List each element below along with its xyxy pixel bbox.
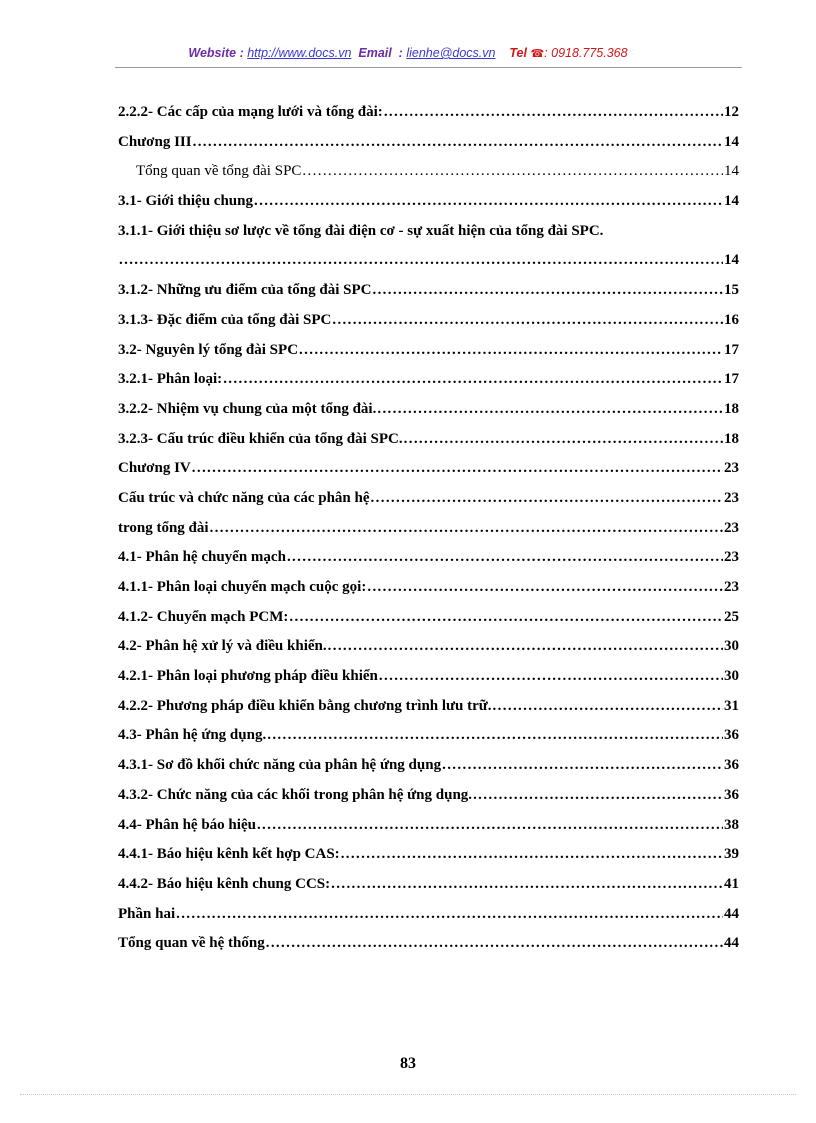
toc-entry-page: 14	[724, 193, 739, 210]
toc-entry-page: 23	[724, 549, 739, 566]
toc-entry-page: 44	[724, 905, 739, 922]
toc-entry-title: Cấu trúc và chức năng của các phân hệ	[118, 489, 370, 506]
toc-entry[interactable]	[118, 876, 739, 906]
toc-entry-title: Chương IV	[118, 460, 191, 477]
toc-entry-title: Chương III	[118, 133, 192, 150]
toc-entry-page: 31	[724, 697, 739, 714]
toc-entry-page: 14	[724, 163, 739, 180]
toc-entry-title: 3.2.2- Nhiệm vụ chung của một tổng đài.	[118, 400, 377, 417]
toc-entry-page: 23	[724, 460, 739, 477]
toc-entry[interactable]	[118, 163, 739, 193]
toc-entry-title: Phần hai	[118, 905, 176, 922]
toc-entry[interactable]	[118, 668, 739, 698]
website-label: Website	[188, 46, 237, 60]
toc-entry-page: 17	[724, 371, 739, 388]
toc-entry-title: 4.4.1- Báo hiệu kênh kết hợp CAS:	[118, 846, 340, 863]
toc-entry-title: 3.2.3- Cấu trúc điều khiển của tổng đài SPC.	[118, 430, 403, 447]
toc-entry[interactable]	[118, 312, 739, 342]
toc-entry-title: 4.2- Phân hệ xử lý và điều khiển.	[118, 638, 327, 655]
toc-dot-leader	[119, 252, 723, 269]
toc-entry-title: 4.1- Phân hệ chuyển mạch	[118, 549, 286, 566]
toc-dot-leader	[287, 549, 723, 566]
toc-dot-leader	[379, 668, 723, 685]
toc-dot-leader	[254, 193, 723, 210]
toc-entry-page: 25	[724, 608, 739, 625]
toc-dot-leader	[299, 342, 723, 359]
toc-entry-title: 3.1.1- Giới thiệu sơ lược về tổng đài điện cơ - sự xuất hiện của tổng đài SPC.	[118, 222, 604, 239]
toc-dot-leader	[367, 579, 723, 596]
toc-dot-leader	[372, 282, 723, 299]
toc-dot-leader	[257, 817, 723, 834]
toc-entry[interactable]	[118, 252, 739, 282]
toc-entry-title: 3.1- Giới thiệu chung	[118, 193, 253, 210]
toc-entry-page: 38	[724, 816, 739, 833]
toc-entry-title: 4.3.2- Chức năng của các khối trong phân hệ ứng dụng.	[118, 786, 473, 803]
toc-entry-page: 18	[724, 400, 739, 417]
email-label: Email	[358, 46, 392, 60]
toc-entry[interactable]	[118, 846, 739, 876]
toc-dot-leader	[384, 104, 723, 121]
toc-entry[interactable]	[118, 431, 739, 461]
toc-dot-leader	[267, 727, 723, 744]
page-header: Website : http://www.docs.vn Email : lienhe@docs.vn Tel ☎: 0918.775.368	[188, 46, 628, 60]
toc-entry[interactable]	[118, 371, 739, 401]
toc-entry[interactable]	[118, 787, 739, 817]
toc-dot-leader	[341, 846, 723, 863]
toc-dot-leader	[193, 134, 723, 151]
toc-entry[interactable]	[118, 282, 739, 312]
toc-dot-leader	[302, 163, 723, 180]
toc-entry-title: 4.2.2- Phương pháp điều khiển bằng chương trình lưu trữ.	[118, 697, 492, 714]
toc-entry-title: 4.1.2- Chuyển mạch PCM:	[118, 608, 289, 625]
header-rule	[115, 67, 742, 68]
toc-entry-title: 4.3- Phân hệ ứng dụng.	[118, 727, 267, 744]
toc-entry-title: 4.4- Phân hệ báo hiệu	[118, 816, 256, 833]
toc-entry-title: 4.4.2- Báo hiệu kênh chung CCS:	[118, 875, 331, 892]
toc-entry-page: 12	[724, 104, 739, 120]
toc-entry[interactable]	[118, 104, 739, 134]
toc-entry-page: 18	[724, 430, 739, 447]
toc-entry-title: 2.2.2- Các cấp của mạng lưới và tổng đài:	[118, 104, 383, 120]
toc-entry-page: 30	[724, 638, 739, 655]
toc-entry-title: 4.2.1- Phân loại phương pháp điều khiển	[118, 668, 378, 685]
toc-entry-page: 36	[724, 727, 739, 744]
toc-entry-page: 36	[724, 786, 739, 803]
toc-entry-title: trong tổng đài	[118, 519, 209, 536]
toc-dot-leader	[493, 698, 723, 715]
toc-entry-page: 23	[724, 579, 739, 595]
toc-entry-page: 30	[724, 668, 739, 685]
toc-dot-leader	[442, 757, 723, 774]
toc-entry-page: 23	[724, 489, 739, 506]
toc-dot-leader	[331, 876, 723, 893]
toc-entry[interactable]	[118, 727, 739, 757]
toc-entry[interactable]	[118, 549, 739, 579]
toc-dot-leader	[371, 490, 723, 507]
footer-rule	[20, 1094, 796, 1095]
toc-entry-page: 39	[724, 846, 739, 863]
toc-entry[interactable]	[118, 223, 739, 253]
toc-entry-page: 14	[724, 252, 739, 269]
toc-entry-title: Tổng quan về hệ thống	[118, 935, 265, 952]
toc-entry[interactable]	[118, 757, 739, 787]
toc-entry-page: 23	[724, 519, 739, 536]
toc-entry-page: 17	[724, 341, 739, 358]
toc-dot-leader	[289, 609, 723, 626]
email-link[interactable]: lienhe@docs.vn	[406, 46, 496, 60]
toc-dot-leader	[210, 520, 723, 537]
toc-dot-leader	[404, 431, 723, 448]
toc-entry[interactable]	[118, 638, 739, 668]
toc-entry[interactable]	[118, 401, 739, 431]
toc-entry[interactable]	[118, 490, 739, 520]
toc-entry-title: 4.3.1- Sơ đồ khối chức năng của phân hệ ứng dụng	[118, 757, 442, 774]
toc-entry-title: 3.1.3- Đặc điểm của tổng đài SPC	[118, 311, 332, 328]
toc-entry[interactable]	[118, 698, 739, 728]
toc-entry[interactable]	[118, 193, 739, 223]
toc-dot-leader	[192, 460, 723, 477]
toc-entry-page: 14	[724, 133, 739, 150]
toc-dot-leader	[223, 371, 723, 388]
toc-entry-title: Tổng quan về tổng đài SPC	[136, 163, 302, 180]
tel-value: : 0918.775.368	[544, 46, 628, 60]
toc-entry-page: 41	[724, 875, 739, 892]
toc-entry-title: 3.1.2- Những ưu điểm của tổng đài SPC	[118, 282, 372, 299]
toc-entry[interactable]	[118, 817, 739, 847]
toc-entry[interactable]	[118, 460, 739, 490]
toc-entry[interactable]	[118, 935, 739, 965]
toc-entry[interactable]	[118, 134, 739, 164]
table-of-contents	[118, 104, 739, 965]
toc-entry[interactable]	[118, 342, 739, 372]
toc-entry-page: 44	[724, 935, 739, 952]
toc-entry-title: 3.2.1- Phân loại:	[118, 371, 223, 388]
toc-entry-page: 16	[724, 311, 739, 328]
toc-entry[interactable]	[118, 906, 739, 936]
toc-dot-leader	[328, 638, 723, 655]
toc-dot-leader	[473, 787, 723, 804]
toc-dot-leader	[176, 906, 723, 923]
toc-dot-leader	[332, 312, 723, 329]
toc-entry[interactable]	[118, 579, 739, 609]
toc-entry-page: 36	[724, 757, 739, 774]
telephone-icon: ☎	[530, 48, 545, 60]
toc-entry-title: 4.1.1- Phân loại chuyển mạch cuộc gọi:	[118, 579, 367, 595]
toc-entry-page: 15	[724, 282, 739, 299]
toc-entry-title: 3.2- Nguyên lý tổng đài SPC	[118, 341, 299, 358]
toc-entry[interactable]	[118, 520, 739, 550]
toc-dot-leader	[377, 401, 723, 418]
website-link[interactable]: http://www.docs.vn	[247, 46, 352, 60]
page-number: 83	[400, 1055, 416, 1072]
toc-entry[interactable]	[118, 609, 739, 639]
toc-dot-leader	[266, 935, 723, 952]
tel-label: Tel	[509, 46, 527, 60]
